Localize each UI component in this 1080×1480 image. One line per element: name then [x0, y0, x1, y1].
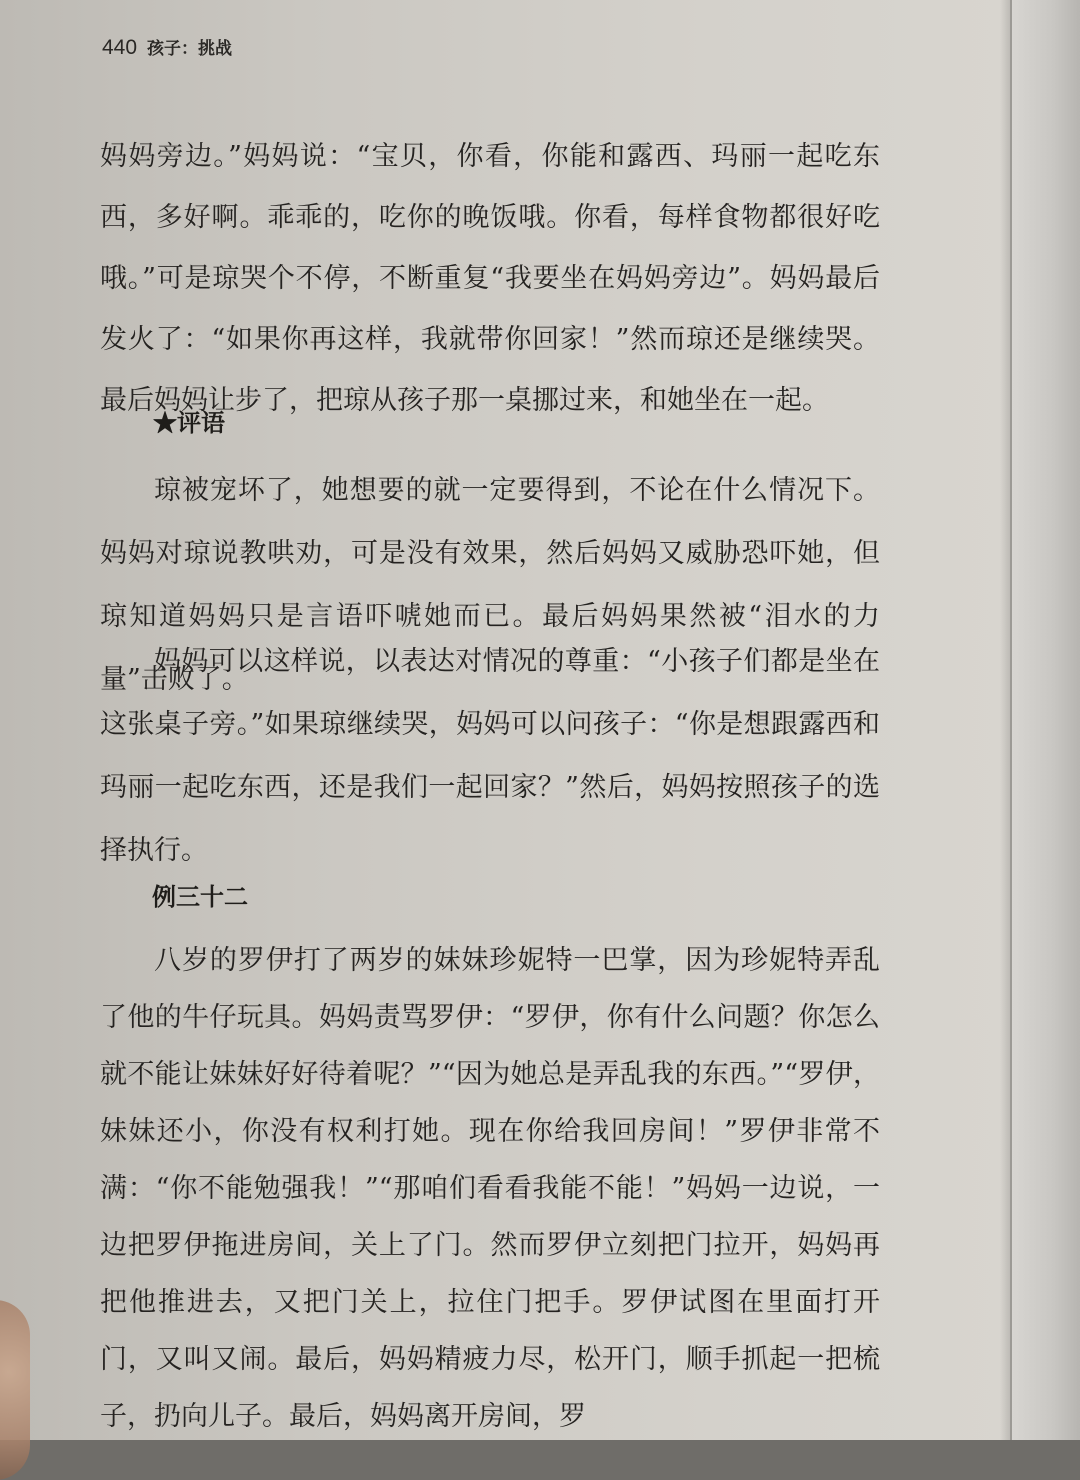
example-paragraph: 八岁的罗伊打了两岁的妹妹珍妮特一巴掌，因为珍妮特弄乱了他的牛仔玩具。妈妈责骂罗伊：“罗伊，你有什么问题？你怎么就不能让妹妹好好待着呢？”“因为她总是弄乱我的东西。”“罗伊，妹妹还小，你没有权利打她。现在你给我回房间！”罗伊非常不满：“你不能勉强我！”“那咱们看看我能不能！”妈妈一边说，一边把罗伊拖进房间，关上了门。然而罗伊立刻把门拉开，妈妈再把他推进去，又把门关上，拉住门把手。罗伊试图在里面打开门，又叫又闹。最后，妈妈精疲力尽，松开门，顺手抓起一把梳子，扔向儿子。最后，妈妈离开房间，罗 — [100, 945, 880, 1432]
thumb — [0, 1300, 30, 1480]
comment-heading: ★评语 — [153, 408, 225, 437]
page-number: 440 — [102, 36, 138, 59]
comment-paragraph-1: 琼被宠坏了，她想要的就一定要得到，不论在什么情况下。妈妈对琼说教哄劝，可是没有效果，然后妈妈又威胁恐吓她，但琼知道妈妈只是言语吓唬她而已。最后妈妈果然被“泪水的力量”击败了。 — [100, 475, 880, 695]
story-paragraph: 妈妈旁边。”妈妈说：“宝贝，你看，你能和露西、玛丽一起吃东西，多好啊。乖乖的，吃你的晚饭哦。你看，每样食物都很好吃哦。”可是琼哭个不停，不断重复“我要坐在妈妈旁边”。妈妈最后发火了：“如果你再这样，我就带你回家！”然而琼还是继续哭。最后妈妈让步了，把琼从孩子那一桌挪过来，和她坐在一起。 — [100, 141, 880, 416]
page-edge — [1010, 0, 1080, 1440]
page-header — [102, 34, 232, 60]
comment-paragraph-2: 妈妈可以这样说，以表达对情况的尊重：“小孩子们都是坐在这张桌子旁。”如果琼继续哭，妈妈可以问孩子：“你是想跟露西和玛丽一起吃东西，还是我们一起回家？”然后，妈妈按照孩子的选择执行。 — [100, 646, 880, 866]
example-heading: 例三十二 — [152, 882, 248, 911]
running-title: 孩子：挑战 — [147, 39, 233, 59]
